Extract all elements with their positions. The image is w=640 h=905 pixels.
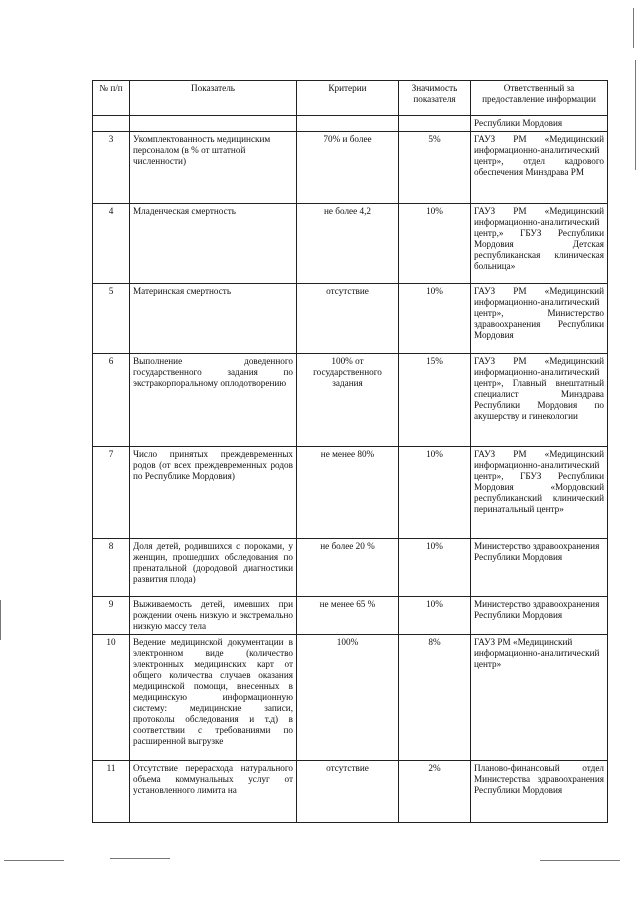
row-responsible: ГАУЗ РМ «Медицинский информационно-аналитический центр», Главный внештатный специалист Минздрава Республики Мордовия по акушерству и гинекологии <box>471 354 608 447</box>
row-number: 5 <box>93 284 130 354</box>
header-responsible: Ответственный за предоставление информации <box>471 81 608 116</box>
row-indicator: Отсутствие перерасхода натурального объема коммунальных услуг от установленного лимита на <box>130 761 297 823</box>
row-weight: 10% <box>399 284 471 354</box>
continuation-row <box>93 116 608 132</box>
table-row <box>93 204 608 284</box>
scan-edge-mark <box>540 860 620 861</box>
row-weight: 2% <box>399 761 471 823</box>
row-responsible: ГАУЗ РМ «Медицинский информационно-аналитический центр», Министерство здравоохранения Республики Мордовия <box>471 284 608 354</box>
row-weight: 15% <box>399 354 471 447</box>
row-criteria: не более 4,2 <box>297 204 399 284</box>
header-criteria: Критерии <box>297 81 399 116</box>
row-indicator: Материнская смертность <box>130 284 297 354</box>
row-criteria: 100% <box>297 635 399 761</box>
table-row <box>93 447 608 539</box>
row-criteria: отсутствие <box>297 284 399 354</box>
row-responsible: Министерство здравоохранения Республики Мордовия <box>471 539 608 597</box>
table-row <box>93 539 608 597</box>
table-row <box>93 761 608 823</box>
row-number: 7 <box>93 447 130 539</box>
scan-edge-mark <box>633 8 634 48</box>
row-criteria: не более 20 % <box>297 539 399 597</box>
continuation-text: Республики Мордовия <box>471 116 608 132</box>
table-row <box>93 635 608 761</box>
row-weight: 10% <box>399 204 471 284</box>
table-row <box>93 132 608 204</box>
row-indicator: Выполнение доведенного государственного задания по экстракорпоральному оплодотворению <box>130 354 297 447</box>
header-weight: Значимость показателя <box>399 81 471 116</box>
row-criteria: не менее 80% <box>297 447 399 539</box>
row-indicator: Выживаемость детей, имевших при рождении очень низкую и экстремально низкую массу тела <box>130 597 297 635</box>
row-responsible: Планово-финансовый отдел Министерства здравоохранения Республики Мордовия <box>471 761 608 823</box>
row-indicator: Число принятых преждевременных родов (от всех преждевременных родов по Республике Мордовия) <box>130 447 297 539</box>
scan-edge-mark <box>0 600 1 640</box>
row-responsible: ГАУЗ РМ «Медицинский информационно-аналитический центр» <box>471 635 608 761</box>
row-criteria: не менее 65 % <box>297 597 399 635</box>
row-number: 4 <box>93 204 130 284</box>
header-number: № п/п <box>93 81 130 116</box>
row-criteria: 70% и более <box>297 132 399 204</box>
row-weight: 8% <box>399 635 471 761</box>
row-indicator: Укомплектованность медицинским персоналом (в % от штатной численности) <box>130 132 297 204</box>
row-number: 6 <box>93 354 130 447</box>
row-indicator: Младенческая смертность <box>130 204 297 284</box>
row-number: 11 <box>93 761 130 823</box>
row-weight: 10% <box>399 597 471 635</box>
row-number: 8 <box>93 539 130 597</box>
row-weight: 10% <box>399 539 471 597</box>
row-indicator: Доля детей, родившихся с пороками, у женщин, прошедших обследования по пренатальной (дородовой диагностики развития плода) <box>130 539 297 597</box>
row-responsible: ГАУЗ РМ «Медицинский информационно-аналитический центр,» ГБУЗ Республики Мордовия Детская республиканская клиническая больница» <box>471 204 608 284</box>
row-criteria: отсутствие <box>297 761 399 823</box>
table-row <box>93 597 608 635</box>
row-responsible: ГАУЗ РМ «Медицинский информационно-аналитический центр», отдел кадрового обеспечения Минздрава РМ <box>471 132 608 204</box>
scan-edge-mark <box>110 858 170 859</box>
row-responsible: Министерство здравоохранения Республики Мордовия <box>471 597 608 635</box>
indicators-table <box>92 80 608 823</box>
row-number: 10 <box>93 635 130 761</box>
row-number: 9 <box>93 597 130 635</box>
row-weight: 10% <box>399 447 471 539</box>
scan-edge-mark <box>635 60 636 170</box>
scan-edge-mark <box>4 860 64 861</box>
row-weight: 5% <box>399 132 471 204</box>
row-responsible: ГАУЗ РМ «Медицинский информационно-аналитический центр», ГБУЗ Республики Мордовия «Мордовский республиканский клинический перинатальный центр» <box>471 447 608 539</box>
row-criteria: 100% от государственного задания <box>297 354 399 447</box>
row-number: 3 <box>93 132 130 204</box>
table-row <box>93 354 608 447</box>
header-indicator: Показатель <box>130 81 297 116</box>
header-row <box>93 81 608 116</box>
table-row <box>93 284 608 354</box>
row-indicator: Ведение медицинской документации в электронном виде (количество электронных медицинских карт от общего количества случаев оказания медицинской помощи, внесенных в медицинскую информационную систему: медицинские записи, протоколы обследования и т.д) в соответствии с требованиями по расширенной выгрузке <box>130 635 297 761</box>
